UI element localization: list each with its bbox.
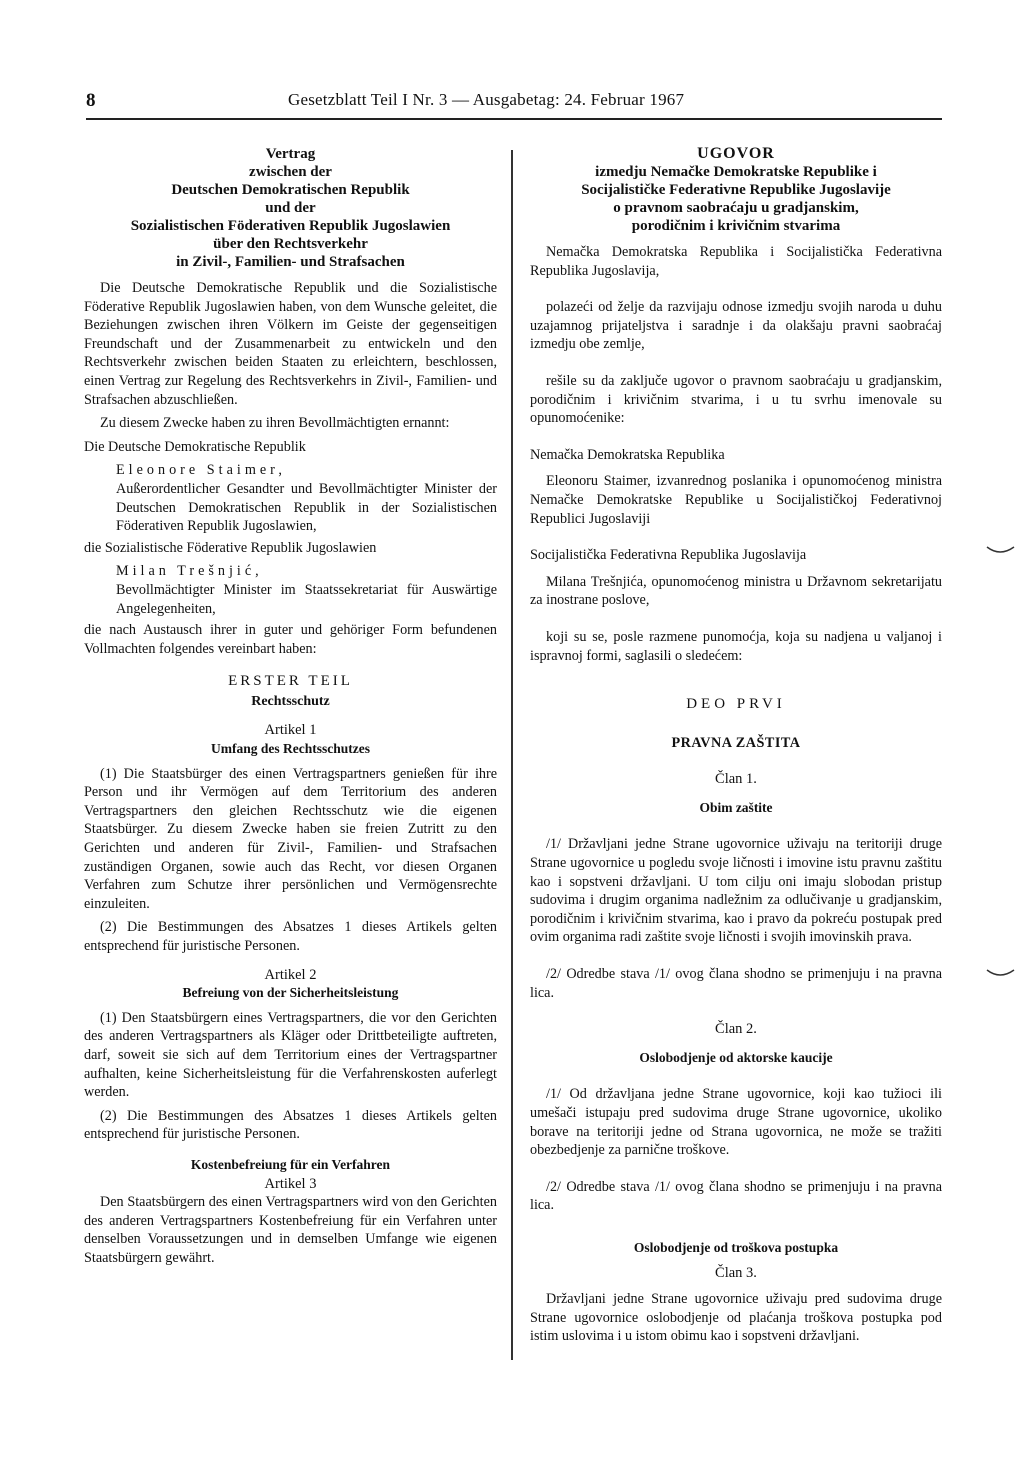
serbian-title xyxy=(530,145,942,235)
title-line: Sozialistischen Föderativen Republik Jugoslawien xyxy=(130,218,451,234)
article-3-heading: Artikel 3 xyxy=(264,1175,317,1192)
title-line: Vertrag xyxy=(265,146,316,162)
clan-1-title: Obim zaštite xyxy=(699,799,773,815)
clan-3-para-1: Državljani jedne Strane ugovornice uživaju pred sudovima druge Strane ugovornice oslobodjenje od plaćanja troškova postupka pod istim uslovima i u istom obimu kao i sopstveni državljani. xyxy=(530,1291,942,1345)
purpose-paragraph: polazeći od želje da razvijaju odnose izmedju svojih naroda u duhu uzajamnog prijateljstva i saradnje i da olakšaju pravni saobraćaj izmedju obe zemlje, xyxy=(530,299,942,353)
title-line: UGOVOR xyxy=(697,145,775,162)
delegate-title-staimer: Außerordentlicher Gesandter und Bevollmächtigter Minister der Deutschen Demokratischen Republik in der Sozialistischen Föderativen Republik Jugoslawien, xyxy=(116,480,497,535)
clan-3-title: Oslobodjenje od troškova postupka xyxy=(633,1239,839,1255)
part-subtitle-sr: PRAVNA ZAŠTITA xyxy=(671,734,801,751)
article-1-para-1: (1) Die Staatsbürger des einen Vertragspartners genießen für ihre Person und ihr Vermögen auf dem Territorium des anderen Vertragspartners den gleichen Rechtsschutz wie die eigenen Staatsbürger. Zu diesem Zwecke haben sie freien Zutritt zu den Gerichten und anderen für Zivil-, Familien- und Strafsachen zuständigen Organen, sowie auch das Recht, vor diesen Organen Verfahren zum Schutze ihrer persönlichen und Vermögensrechte einzuleiten. xyxy=(84,765,497,912)
article-2-para-2: (2) Die Bestimmungen des Absatzes 1 dieses Artikels gelten entsprechend für juristische Personen. xyxy=(84,1107,497,1143)
party-ndr: Nemačka Demokratska Republika xyxy=(530,446,725,463)
article-1-title: Umfang des Rechtsschutzes xyxy=(211,741,370,757)
parties-paragraph: Nemačka Demokratska Republika i Socijalistička Federativna Republika Jugoslavija, xyxy=(530,244,942,279)
title-line: zwischen der xyxy=(249,164,332,180)
title-line: Deutschen Demokratischen Republik xyxy=(171,182,410,198)
clan-2-title: Oslobodjenje od aktorske kaucije xyxy=(639,1049,833,1065)
clan-3-heading: Član 3. xyxy=(715,1264,757,1281)
party-sfrj-sr: Socijalistička Federativna Republika Jugoslavija xyxy=(530,547,807,564)
margin-mark-icon xyxy=(986,545,1016,555)
clan-2-heading: Član 2. xyxy=(715,1021,757,1038)
page-header xyxy=(86,88,942,118)
clan-2-para-1: /1/ Od državljana jedne Strane ugovornice, koji kao tužioci ili umešači istupaju pred sudovima druge Strane ugovornice, ukoliko borave na teritoriji jedne od Strana ugovornica, ne može se tražiti obezbedjenje za parnične troškove. xyxy=(530,1086,942,1159)
representative-staimer: Eleonoru Staimer, izvanrednog poslanika i opunomoćenog ministra Nemačke Demokratske Republike u Socijalističkoj Federativnoj Republici Jugoslaviji xyxy=(530,473,942,527)
header-rule xyxy=(86,118,942,120)
delegate-title-tresnjic: Bevollmächtigter Minister im Staatssekretariat für Auswärtige Angelegenheiten, xyxy=(116,581,497,617)
article-2-title: Befreiung von der Sicherheitsleistung xyxy=(182,985,399,1001)
part-title: ERSTER TEIL xyxy=(228,673,353,690)
title-line: über den Rechtsverkehr xyxy=(213,236,368,252)
delegate-name-staimer: Eleonore Staimer, xyxy=(116,462,286,479)
clan-2-para-2: /2/ Odredbe stava /1/ ovog člana shodno se primenjuju i na pravna lica. xyxy=(530,1178,942,1214)
column-divider xyxy=(511,150,513,1360)
clan-1-para-2: /2/ Odredbe stava /1/ ovog člana shodno se primenjuju i na pravna lica. xyxy=(530,966,942,1001)
article-2-para-1: (1) Den Staatsbürgern eines Vertragspartners, die vor den Gerichten des anderen Vertragspartners als Kläger oder Drittbeteiligte auftreten, darf, soweit sie sich auf dem Territorium eines der Vertragspartner aufhalten, keine Sicherheitsleistung für die Verfahrenskosten auferlegt werden. xyxy=(84,1009,497,1101)
title-line: in Zivil-, Familien- und Strafsachen xyxy=(176,254,405,270)
page-number: 8 xyxy=(86,90,96,111)
preamble: Die Deutsche Demokratische Republik und die Sozialistische Föderative Republik Jugoslawien haben, von dem Wunsche geleitet, die Beziehungen zwischen ihren Völkern im Geiste der gegenseitigen Freundschaft und der Zusammenarbeit zu entwickeln und den Rechtsverkehr zwischen beiden Staaten zu erleichtern, beschlossen, einen Vertrag zur Regelung des Rechtsverkehrs in Zivil-, Familien- und Strafsachen abzuschließen. xyxy=(84,280,497,408)
title-line: izmedju Nemačke Demokratske Republike i xyxy=(595,164,877,180)
margin-mark-icon xyxy=(986,968,1016,978)
title-line: o pravnom saobraćaju u gradjanskim, xyxy=(613,200,859,216)
part-title-sr: DEO PRVI xyxy=(686,696,786,713)
article-1-heading: Artikel 1 xyxy=(264,722,317,739)
agreed-paragraph-sr: koji su se, posle razmene punomoćja, koja su nadjena u valjanoj i ispravnoj formi, saglasili o sledećem: xyxy=(530,628,942,664)
title-line: porodičnim i krivičnim stvarima xyxy=(631,218,841,234)
article-3-para-1: Den Staatsbürgern des einen Vertragspartners wird von den Gerichten des anderen Vertragspartners Kostenbefreiung für ein Verfahren unter denselben Voraussetzungen und in demselben Umfange wie eigenen Staatsbürgern gewährt. xyxy=(84,1194,497,1266)
serbian-column xyxy=(530,145,942,1364)
appointed-paragraph: Zu diesem Zwecke haben zu ihren Bevollmächtigten ernannt: xyxy=(100,415,450,432)
party-ddr: Die Deutsche Demokratische Republik xyxy=(84,438,306,455)
party-sfrj: die Sozialistische Föderative Republik Jugoslawien xyxy=(84,539,377,556)
article-1-para-2: (2) Die Bestimmungen des Absatzes 1 dieses Artikels gelten entsprechend für juristische Personen. xyxy=(84,919,497,954)
german-title xyxy=(84,145,497,271)
delegate-name-tresnjic: Milan Trešnjić, xyxy=(116,563,263,580)
running-head: Gesetzblatt Teil I Nr. 3 — Ausgabetag: 24. Februar 1967 xyxy=(288,90,685,109)
title-line: und der xyxy=(265,200,316,216)
article-3-title: Kostenbefreiung für ein Verfahren xyxy=(190,1156,391,1172)
agreed-paragraph: die nach Austausch ihrer in guter und gehöriger Form befundenen Vollmachten folgendes vereinbart haben: xyxy=(84,622,497,657)
clan-1-para-1: /1/ Državljani jedne Strane ugovornice uživaju na teritoriji druge Strane ugovornice u pogledu svoje ličnosti i imovine istu pravnu zaštitu kao i sopstveni državljani. U tom cilju oni imaju slobodan pristup sudovima i drugim organima nadležnim za odlučivanje u gradjanskim, porodičnim i krivičnim stvarima, kao i pravo da pokreću postupak pred ovim organima radi zaštite svoje ličnosti i svojih imovinskih prava. xyxy=(530,836,942,946)
part-subtitle: Rechtsschutz xyxy=(251,693,330,709)
article-2-heading: Artikel 2 xyxy=(264,966,317,983)
clan-1-heading: Član 1. xyxy=(715,771,757,788)
title-line: Socijalističke Federativne Republike Jugoslavije xyxy=(581,182,891,198)
decision-paragraph: rešile su da zaključe ugovor o pravnom saobraćaju u gradjanskim, porodičnim i krivičnim stvarima, i u tu svrhu imenovale su opunomoćenike: xyxy=(530,372,942,427)
representative-tresnjic: Milana Trešnjića, opunomoćenog ministra u Državnom sekretarijatu za inostrane poslove, xyxy=(530,573,942,609)
german-column xyxy=(84,145,497,1273)
